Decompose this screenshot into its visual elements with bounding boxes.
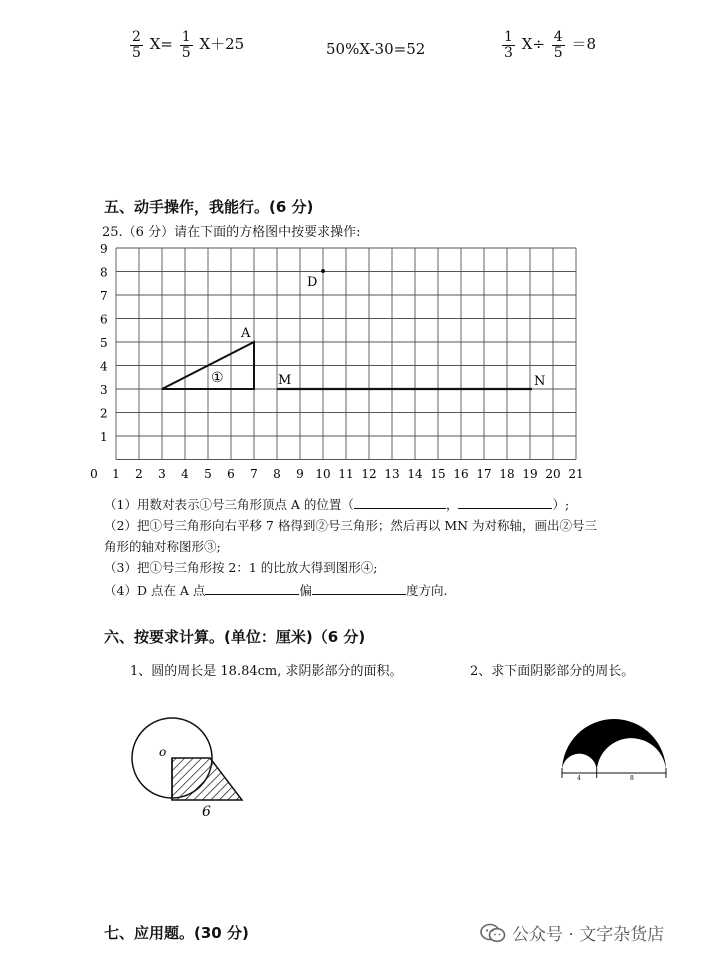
wechat-icon bbox=[480, 923, 506, 943]
x-tick-label: 1 bbox=[112, 467, 120, 481]
label-a: A bbox=[241, 326, 251, 341]
x-tick-label: 4 bbox=[181, 467, 189, 481]
question-part-1: （1）用数对表示①号三角形顶点 A 的位置（ ， ）; bbox=[104, 494, 569, 513]
y-tick-label: 4 bbox=[100, 359, 108, 374]
section-7-title: 七、应用题。(30 分) bbox=[104, 924, 249, 942]
triangle-1-label: ① bbox=[211, 370, 224, 386]
question-part-2a: （2）把①号三角形向右平移 7 格得到②号三角形；然后再以 MN 为对称轴，画出②号三 bbox=[104, 518, 598, 533]
figure-circle-trapezoid bbox=[120, 712, 250, 822]
y-tick-label: 8 bbox=[100, 265, 108, 280]
fraction: $\frac{2}{5}$ bbox=[132, 29, 141, 61]
x-tick-label: 14 bbox=[407, 467, 423, 481]
watermark bbox=[480, 920, 664, 945]
answer-blank[interactable] bbox=[354, 494, 446, 509]
point-d bbox=[321, 269, 325, 273]
y-tick-label: 3 bbox=[100, 383, 108, 397]
x-tick-label: 18 bbox=[499, 467, 515, 481]
fraction: $\frac{4}{5}$ bbox=[553, 29, 563, 61]
answer-blank[interactable] bbox=[458, 494, 552, 509]
y-axis-labels bbox=[100, 242, 108, 444]
shaded-region bbox=[562, 719, 666, 771]
fraction: $\frac{1}{3}$ bbox=[504, 29, 513, 61]
x-tick-label: 3 bbox=[158, 467, 166, 481]
x-tick-label: 0 bbox=[90, 467, 98, 481]
label-m: M bbox=[278, 373, 292, 388]
x-tick-label: 15 bbox=[430, 467, 446, 481]
fraction: $\frac{1}{5}$ bbox=[181, 29, 191, 61]
equation-3: $\frac{1}{3}$ X÷ $\frac{4}{5}$ ＝8 bbox=[504, 29, 596, 61]
x-tick-label: 20 bbox=[545, 467, 561, 481]
section-5-title: 五、动手操作，我能行。(6 分) bbox=[104, 198, 314, 216]
equation-1: $\frac{2}{5}$ X= $\frac{1}{5}$ X＋25 bbox=[132, 29, 245, 61]
x-tick-label: 11 bbox=[338, 467, 354, 481]
y-tick-label: 9 bbox=[100, 242, 108, 256]
label-o: o bbox=[159, 745, 167, 759]
coordinate-grid bbox=[80, 240, 620, 486]
question-25: 25.（6 分）请在下面的方格图中按要求操作: bbox=[102, 225, 361, 240]
x-axis-labels bbox=[90, 467, 583, 481]
y-tick-label: 1 bbox=[100, 430, 108, 444]
grid-lines bbox=[116, 248, 576, 460]
label-four: 4 bbox=[577, 775, 581, 782]
x-tick-label: 9 bbox=[296, 467, 304, 481]
y-tick-label: 2 bbox=[100, 406, 108, 421]
x-tick-label: 19 bbox=[522, 467, 538, 481]
x-tick-label: 21 bbox=[568, 467, 584, 481]
label-d: D bbox=[307, 275, 318, 290]
problem-2: 2、求下面阴影部分的周长。 bbox=[470, 664, 635, 679]
figure-semicircles bbox=[556, 706, 672, 786]
x-tick-label: 8 bbox=[273, 467, 281, 481]
x-tick-label: 5 bbox=[204, 467, 212, 481]
question-part-3: （3）把①号三角形按 2：1 的比放大得到图形④; bbox=[104, 560, 378, 575]
x-tick-label: 10 bbox=[315, 467, 331, 481]
label-n: N bbox=[534, 374, 546, 389]
watermark-text: 公众号 · 文字杂货店 bbox=[512, 925, 665, 945]
shaded-trapezoid bbox=[172, 758, 242, 800]
answer-blank[interactable] bbox=[205, 580, 299, 595]
x-tick-label: 7 bbox=[250, 467, 258, 481]
equation-2: 50%X-30=52 bbox=[326, 40, 426, 58]
y-tick-label: 7 bbox=[100, 289, 108, 303]
question-part-4: （4）D 点在 A 点 偏 度方向. bbox=[104, 580, 447, 599]
y-tick-label: 5 bbox=[100, 336, 108, 350]
answer-blank[interactable] bbox=[312, 580, 406, 595]
x-tick-label: 13 bbox=[384, 467, 400, 481]
x-tick-label: 12 bbox=[361, 467, 377, 481]
section-6-title: 六、按要求计算。(单位：厘米)（6 分) bbox=[104, 628, 366, 646]
y-tick-label: 6 bbox=[100, 312, 108, 327]
question-part-2b: 角形的轴对称图形③; bbox=[104, 539, 221, 554]
problem-1: 1、圆的周长是 18.84cm, 求阴影部分的面积。 bbox=[130, 664, 403, 679]
x-tick-label: 2 bbox=[135, 467, 143, 481]
label-six: 6 bbox=[202, 804, 211, 820]
label-eight: 8 bbox=[630, 775, 634, 782]
x-tick-label: 6 bbox=[227, 467, 235, 481]
x-tick-label: 16 bbox=[453, 467, 469, 481]
x-tick-label: 17 bbox=[476, 467, 492, 481]
